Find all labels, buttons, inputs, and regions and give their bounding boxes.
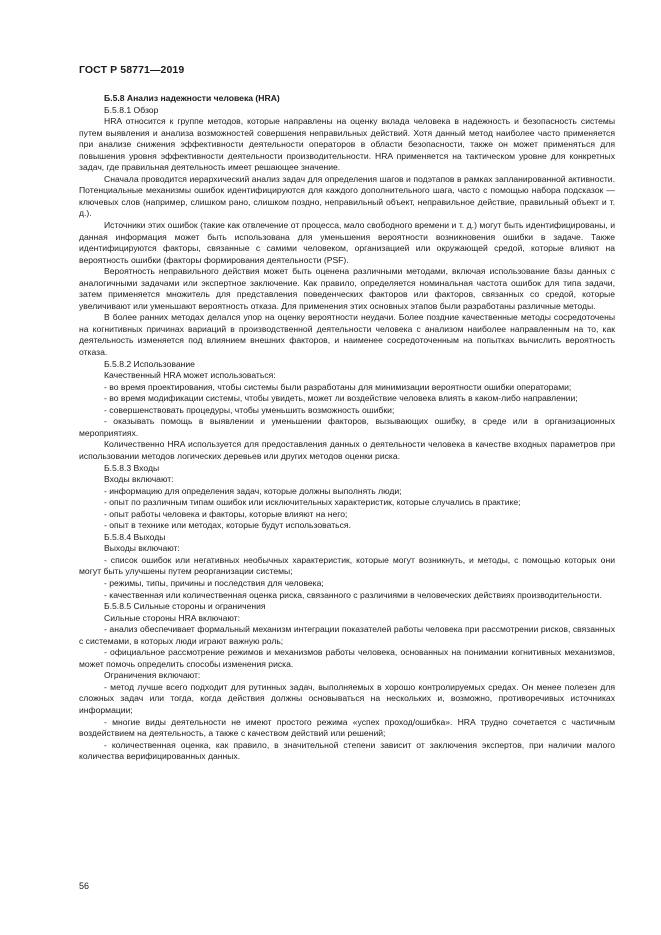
paragraph: Б.5.8.1 Обзор — [104, 104, 159, 115]
paragraph: - многие виды деятельности не имеют простого режима «успех проход/ошибка». HRA трудно сочетается с частичным воздействием на деятельность, а также с качеством действий или решений; — [79, 716, 615, 739]
paragraph: Выходы включают: — [104, 543, 180, 554]
paragraph: Входы включают: — [104, 474, 174, 485]
paragraph: - анализ обеспечивает формальный механизм интеграции показателей работы человека при рассмотрении рисков, связанных с системами, в которых люди играют важную роль; — [79, 624, 615, 646]
paragraph: - список ошибок или негативных необычных характеристик, которые могут возникнуть, и методы, с помощью которых они могут быть улучшены путем реорганизации системы; — [79, 554, 615, 577]
paragraph: - совершенствовать процедуры, чтобы уменьшить возможность ошибки; — [104, 404, 395, 415]
paragraph: - опыт в технике или методах, которые будут использоваться. — [104, 520, 351, 531]
paragraph: Качественный HRA может использоваться: — [104, 370, 276, 381]
paragraph: Б.5.8.4 Выходы — [104, 531, 166, 542]
paragraph: Количественно HRA используется для предоставления данных о деятельности человека в качестве входных параметров при использовании методов логических деревьев или других методов оценки риска. — [79, 439, 615, 461]
paragraph: - количественная оценка, как правило, в значительной степени зависит от заключения экспертов, при наличии малого количества верифицированных данных. — [79, 739, 615, 762]
paragraph: - во время проектирования, чтобы системы были разработаны для минимизации вероятности ошибки операторами; — [104, 381, 572, 392]
paragraph: - во время модификации системы, чтобы увидеть, может ли воздействие человека влиять в каком-либо направлении; — [104, 393, 578, 404]
paragraph: Сначала проводится иерархический анализ задач для определения шагов и подэтапов в рамках запланированной активности. Потенциальные механизмы ошибок идентифицируются для каждого дополнительного шага, часто с помощью набора подсказок — ключевых слов (например, слишком рано, слишком поздно, неправильный объект, неправильное действие, правильный объект и т. д.). — [79, 173, 615, 219]
paragraph: - опыт по различным типам ошибок или исключительных характеристик, которые случались в практике; — [104, 497, 521, 508]
section-heading-text: Б.5.8 Анализ надежности человека (HRA) — [104, 93, 280, 103]
paragraph: Б.5.8.3 Входы — [104, 462, 160, 473]
paragraph: Сильные стороны HRA включают: — [104, 612, 240, 623]
document-body — [79, 93, 615, 763]
paragraph: - информацию для определения задач, которые должны выполнять люди; — [104, 485, 402, 496]
paragraph: - качественная или количественная оценка риска, связанного с различиями в человеческих действиях производительности. — [104, 589, 602, 600]
paragraph: HRA относится к группе методов, которые направлены на оценку вклада человека в надежность и безопасность системы путем выявления и анализа возможностей совершения неправильных действий. Хотя данный метод наиболее часто применяется при анализе снижения эффективности деятельности операторов в области безопасности, также он может применяться для повышения уровня эффективности деятельности производительности. HRA применяется на тактическом уровне для конкретных задач, где правильная деятельность имеет решающее значение. — [79, 116, 615, 173]
paragraph: Б.5.8.5 Сильные стороны и ограничения — [104, 601, 266, 612]
paragraph: Б.5.8.2 Использование — [104, 358, 195, 369]
page-number: 56 — [79, 881, 90, 891]
paragraph: Источники этих ошибок (такие как отвлечение от процесса, мало свободного времени и т. д.) могут быть идентифицированы, и данная информация может быть использована для уменьшения вероятности возникновения ошибки в задаче. Также идентифицируются факторы, связанные с самими человеком, организацией или окружающей средой, которые влияют на вероятность ошибки (факторы формирования деятельности (PSF). — [79, 220, 615, 265]
paragraph: Ограничения включают: — [104, 670, 201, 681]
paragraph: - опыт работы человека и факторы, которые влияют на него; — [104, 508, 348, 519]
section-heading — [79, 93, 615, 105]
paragraph: - официальное рассмотрение режимов и механизмов работы человека, основанных на понимании когнитивных механизмов, может помочь определить способы изменения риска. — [79, 647, 615, 669]
paragraph: - режимы, типы, причины и последствия для человека; — [104, 577, 324, 588]
paragraph: В более ранних методах делался упор на оценку вероятности неудачи. Более поздние качественные методы сосредоточены на когнитивных причинах вариаций в производственной деятельности человека с анализом наиболее направленным на то, как деятельность изменяется под влиянием внешних факторов, и наименее сосредоточенным на попытках вычислить вероятность отказа. — [79, 312, 615, 358]
paragraph: Вероятность неправильного действия может быть оценена различными методами, включая использование базы данных с аналогичными задачами или экспертное заключение. Как правило, определяется номинальная частота ошибок для типа задачи, затем применяется множитель для представления поведенческих факторов или факторов, связанных со средой, которые увеличивают или уменьшают вероятность отказа. Для применения этих основных этапов были разработаны различные методы. — [79, 266, 615, 311]
paragraph: - оказывать помощь в выявлении и уменьшении факторов, вызывающих ошибку, в среде или в организационных мероприятиях. — [79, 416, 615, 438]
paragraph: - метод лучше всего подходит для рутинных задач, выполняемых в хорошо контролируемых средах. Он менее полезен для сложных задач или тогда, когда действия должны основываться на нескольких и, возможно, противоречивых источниках информации; — [79, 681, 615, 715]
document-header: ГОСТ Р 58771—2019 — [79, 64, 185, 76]
